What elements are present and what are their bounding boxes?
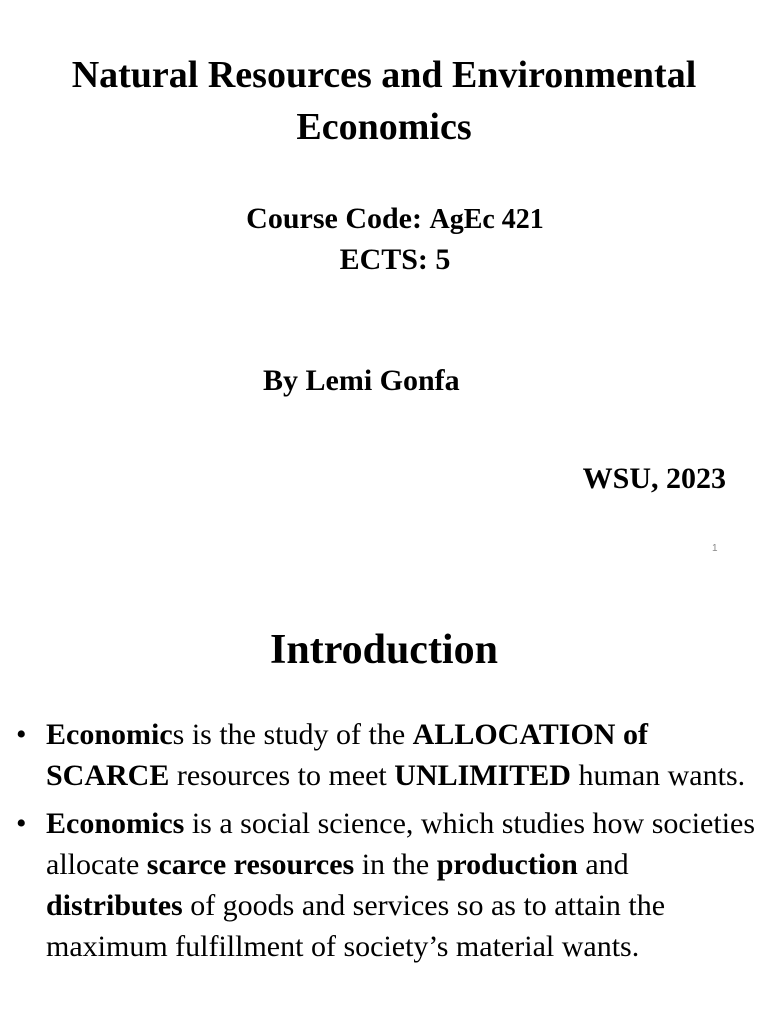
course-code-label: Course Code:: [246, 202, 422, 235]
bold-text: Economic: [46, 718, 173, 751]
bold-text: production: [436, 848, 578, 881]
bullet-item: [16, 714, 756, 796]
bullet-marker: •: [16, 718, 27, 751]
bold-text: scarce resources: [146, 848, 355, 881]
author: By Lemi Gonfa: [263, 364, 460, 397]
body-text: is a social science, which studies how societies allocate: [46, 807, 756, 881]
bullet-item: [16, 803, 756, 967]
course-code: [0, 199, 768, 240]
bullet-marker: •: [16, 807, 27, 840]
slide-heading: Introduction: [270, 627, 498, 673]
body-text: of goods and services so as to attain the maximum fulfillment of society’s material wants.: [46, 889, 666, 963]
slide-title: [0, 49, 768, 153]
bold-text: UNLIMITED: [394, 759, 571, 792]
ects-credits: ECTS: 5: [339, 243, 451, 276]
bold-text: ALLOCATION of SCARCE: [46, 718, 648, 792]
bullet-list: [16, 714, 756, 974]
introduction-slide: [0, 574, 768, 1024]
body-text: and: [577, 848, 629, 881]
slide-number: 1: [712, 543, 718, 554]
title-line-2: Economics: [296, 106, 472, 148]
body-text: in the: [354, 848, 437, 881]
body-text: human wants.: [570, 759, 746, 792]
body-text: resources to meet: [169, 759, 395, 792]
bold-text: distributes: [46, 889, 183, 922]
course-code-value: AgEc 421: [429, 204, 544, 235]
bold-text: Economics: [46, 807, 185, 840]
title-line-1: Natural Resources and Environmental: [71, 54, 697, 96]
institution-year: WSU, 2023: [582, 462, 726, 495]
body-text: s is the study of the: [172, 718, 413, 751]
